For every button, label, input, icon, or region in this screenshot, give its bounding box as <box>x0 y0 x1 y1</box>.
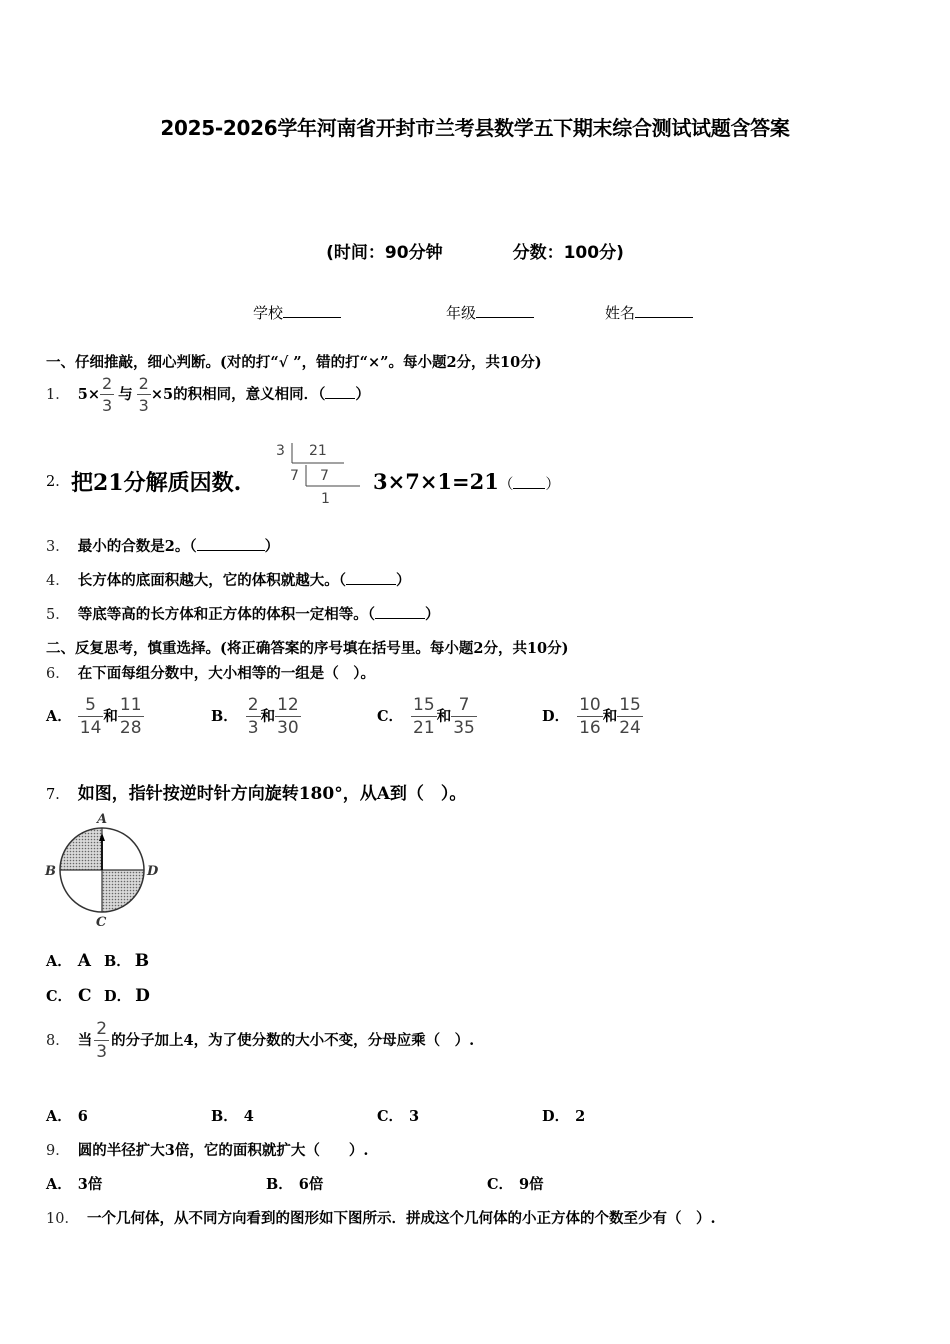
question-number: 7． <box>46 787 70 803</box>
q4-text: 长方体的底面积越大，它的体积就越大。（ <box>77 572 346 589</box>
option-value: D <box>135 986 150 1006</box>
name-blank[interactable] <box>635 303 693 318</box>
denominator: 16 <box>579 718 601 738</box>
q7-text: 如图，指针按逆时针方向旋转180°，从A到（ ）。 <box>77 784 467 804</box>
division-lines <box>276 441 366 511</box>
q10-text: 一个几何体，从不同方向看到的图形如下图所示．拼成这个几何体的小正方体的个数至少有（ ）. <box>86 1210 716 1227</box>
clock-circle-diagram <box>42 808 166 930</box>
label-d: D <box>147 864 159 879</box>
question-number: 8． <box>46 1033 70 1049</box>
exam-time: (时间：90分钟 <box>326 243 443 263</box>
section-2-heading: 二、反复思考，慎重选择。(将正确答案的序号填在括号里。每小题2分，共10分) <box>46 640 569 657</box>
denominator: 3 <box>247 718 259 738</box>
and-text: 和 <box>103 708 118 725</box>
school-field <box>253 302 341 323</box>
fraction <box>246 697 261 737</box>
q3-text: 最小的合数是2。（ <box>77 538 197 555</box>
numerator: 2 <box>96 1019 108 1039</box>
denominator: 3 <box>101 396 113 415</box>
option-value: 9倍 <box>519 1176 544 1193</box>
q9-text: 圆的半径扩大3倍，它的面积就扩大（ ）. <box>77 1142 369 1159</box>
q7-option-d[interactable] <box>104 985 150 1006</box>
fraction <box>94 1021 109 1061</box>
denominator: 30 <box>277 718 299 738</box>
option-value: 3 <box>409 1108 420 1125</box>
fraction <box>275 697 301 737</box>
q1-text-c: ×5的积相同，意义相同．（ <box>150 386 326 403</box>
quotient-2: 7 <box>320 468 329 484</box>
option-label: C． <box>46 988 73 1005</box>
and-text: 和 <box>260 708 276 725</box>
question-1 <box>46 376 370 414</box>
q6-option-a[interactable] <box>46 697 144 737</box>
grade-blank[interactable] <box>476 303 534 318</box>
question-number: 3． <box>46 539 70 555</box>
question-2-number: 2． <box>46 474 70 490</box>
division-diagram <box>276 441 366 511</box>
numerator: 7 <box>451 697 477 717</box>
option-label: A． <box>46 708 72 725</box>
q9-option-a[interactable] <box>46 1173 102 1194</box>
numerator: 15 <box>413 695 435 715</box>
answer-blank[interactable] <box>346 571 396 585</box>
question-2-text: 把21分解质因数. <box>71 470 242 496</box>
school-label: 学校 <box>253 304 284 322</box>
question-7 <box>46 779 466 804</box>
question-8 <box>46 1021 474 1061</box>
q1-text-d: ） <box>355 386 370 403</box>
numerator: 2 <box>247 695 259 715</box>
q1-text-b: 与 <box>118 386 133 403</box>
answer-blank[interactable] <box>375 605 425 619</box>
question-number: 10． <box>46 1211 79 1227</box>
q8-option-b[interactable] <box>211 1105 254 1126</box>
question-number: 1． <box>46 387 70 403</box>
fraction <box>577 697 603 737</box>
q4-close: ） <box>395 572 411 589</box>
option-value: 2 <box>575 1108 586 1125</box>
q6-option-d[interactable] <box>542 697 643 737</box>
numerator: 5 <box>78 697 104 717</box>
option-label: B． <box>211 708 238 725</box>
q5-text: 等底等高的长方体和正方体的体积一定相等。（ <box>77 606 375 623</box>
question-number: 4． <box>46 573 70 589</box>
section-1-heading: 一、仔细推敲，细心判断。(对的打“√ ”，错的打“×”。每小题2分，共10分) <box>46 354 542 371</box>
q6-text: 在下面每组分数中，大小相等的一组是（ ）。 <box>77 665 375 682</box>
option-value: 3倍 <box>77 1176 103 1193</box>
question-10 <box>46 1207 716 1228</box>
q8-text-a: 当 <box>77 1032 93 1049</box>
q2-open: （ <box>498 477 514 493</box>
question-5 <box>46 603 439 624</box>
question-number: 5． <box>46 607 70 623</box>
option-value: C <box>78 986 92 1006</box>
q7-option-b[interactable] <box>104 950 149 971</box>
option-value: B <box>134 951 150 971</box>
question-4 <box>46 569 410 590</box>
answer-blank[interactable] <box>325 385 355 399</box>
numerator: 2 <box>138 374 149 393</box>
fraction <box>137 376 151 414</box>
question-2-answer <box>373 469 560 494</box>
option-label: A． <box>46 1108 72 1125</box>
and-text: 和 <box>602 708 618 725</box>
exam-meta <box>0 238 950 263</box>
option-label: A． <box>46 1176 72 1193</box>
name-label: 姓名 <box>605 304 636 322</box>
q1-text-a: 5× <box>77 386 100 403</box>
fraction <box>411 697 437 737</box>
q9-option-c[interactable] <box>487 1173 544 1194</box>
option-label: B． <box>266 1176 293 1193</box>
grade-field <box>446 302 534 323</box>
grade-label: 年级 <box>446 304 477 322</box>
q7-option-c[interactable] <box>46 985 92 1006</box>
q8-option-c[interactable] <box>377 1105 419 1126</box>
option-label: B． <box>104 953 131 970</box>
option-value: 4 <box>243 1108 254 1125</box>
denominator: 24 <box>619 718 641 738</box>
option-label: A． <box>46 953 72 970</box>
q8-option-a[interactable] <box>46 1105 88 1126</box>
option-label: C． <box>487 1176 514 1193</box>
numerator: 2 <box>101 374 113 393</box>
option-value: A <box>77 951 91 971</box>
remainder: 1 <box>321 491 330 507</box>
numerator: 11 <box>119 695 142 715</box>
denominator: 28 <box>119 718 142 738</box>
q8-text-b: 的分子加上4，为了使分数的大小不变，分母应乘（ ）. <box>111 1032 475 1049</box>
denominator: 3 <box>96 1042 108 1062</box>
q9-option-b[interactable] <box>266 1173 323 1194</box>
q2-close: ） <box>545 477 560 493</box>
q2-equation: 3×7×1=21 <box>373 469 499 494</box>
divisor-1: 3 <box>276 443 285 459</box>
option-label: D． <box>542 1108 570 1125</box>
option-label: C． <box>377 1108 404 1125</box>
divisor-2: 7 <box>290 468 299 484</box>
page-title: 2025-2026学年河南省开封市兰考县数学五下期末综合测试试题含答案 <box>160 116 790 140</box>
numerator: 15 <box>619 695 641 715</box>
q5-close: ） <box>424 606 440 623</box>
question-3 <box>46 535 279 556</box>
denominator: 3 <box>138 396 149 415</box>
question-number: 6． <box>46 666 70 682</box>
q6-option-b[interactable] <box>211 697 301 737</box>
answer-blank[interactable] <box>513 475 545 489</box>
q8-option-d[interactable] <box>542 1105 585 1126</box>
fraction <box>451 697 477 737</box>
numerator: 12 <box>277 695 299 715</box>
numerator: 10 <box>579 695 601 715</box>
fraction <box>78 697 104 737</box>
q3-close: ） <box>264 538 280 555</box>
q7-option-a[interactable] <box>46 950 91 971</box>
exam-score: 分数：100分) <box>512 243 624 263</box>
option-label: D． <box>542 708 570 725</box>
fraction <box>617 697 643 737</box>
and-text: 和 <box>436 708 452 725</box>
label-b: B <box>45 864 56 879</box>
label-c: C <box>96 915 107 930</box>
option-value: 6倍 <box>298 1176 324 1193</box>
denominator: 35 <box>453 718 475 738</box>
option-value: 6 <box>77 1108 88 1125</box>
fraction <box>118 697 144 737</box>
q6-option-c[interactable] <box>377 697 477 737</box>
answer-blank[interactable] <box>197 537 265 551</box>
option-label: C． <box>377 708 404 725</box>
question-9 <box>46 1139 368 1160</box>
name-field <box>605 302 693 323</box>
question-number: 9． <box>46 1143 70 1159</box>
question-6 <box>46 662 375 683</box>
denominator: 14 <box>79 718 102 738</box>
denominator: 21 <box>413 718 435 738</box>
school-blank[interactable] <box>283 303 341 318</box>
option-label: D． <box>104 988 132 1005</box>
label-a: A <box>97 812 108 827</box>
dividend-1: 21 <box>309 443 327 459</box>
option-label: B． <box>211 1108 238 1125</box>
fraction <box>100 376 114 414</box>
